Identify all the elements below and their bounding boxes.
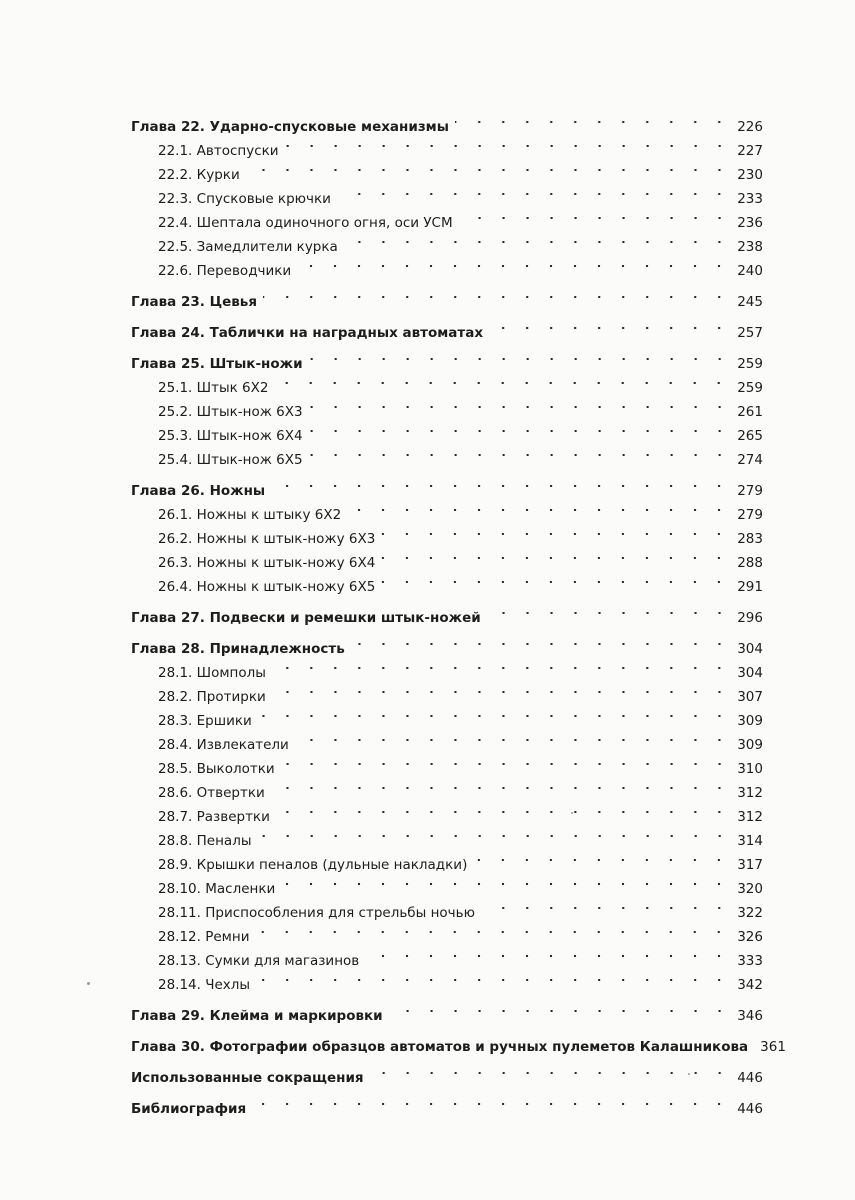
toc-entry-title: Библиография	[131, 1101, 247, 1117]
toc-entry-title: 28.11. Приспособления для стрельбы ночью	[158, 905, 475, 921]
toc-entry-title: Глава 30. Фотографии образцов автоматов и ручных пулеметов Калашникова	[131, 1039, 749, 1055]
toc-chapter-entry	[131, 595, 763, 626]
toc-entry-page-number: 320	[737, 881, 763, 897]
toc-entry-page-number: 261	[737, 404, 763, 420]
toc-entry-page-number: 296	[737, 610, 763, 626]
toc-entry-page-number: 333	[737, 953, 763, 969]
toc-entry-page-number: 446	[737, 1101, 763, 1117]
toc-entry-page-number: 226	[737, 119, 763, 135]
toc-entry-page-number: 322	[737, 905, 763, 921]
toc-entry-title: 28.5. Выколотки	[158, 761, 275, 777]
toc-entry-page-number: 309	[737, 713, 763, 729]
dot-leader	[337, 179, 731, 203]
toc-entry-page-number: 312	[737, 785, 763, 801]
toc-entry-title: 25.2. Штык-нож 6Х3	[158, 404, 303, 420]
dot-leader	[295, 725, 731, 749]
dot-leader	[271, 468, 731, 495]
scan-speck	[571, 812, 573, 814]
dot-leader	[347, 495, 731, 519]
toc-entry-title: 28.4. Извлекатели	[158, 737, 289, 753]
toc-chapter-entry	[131, 104, 763, 135]
dot-leader	[489, 310, 731, 337]
dot-leader	[309, 416, 732, 440]
toc-entry-title: 26.2. Ножны к штык-ножу 6Х3	[158, 531, 376, 547]
dot-leader	[297, 251, 731, 275]
toc-entry-page-number: 279	[737, 483, 763, 499]
toc-entry-title: Глава 25. Штык-ножи	[131, 356, 303, 372]
toc-entry-page-number: 233	[737, 191, 763, 207]
dot-leader	[281, 749, 732, 773]
toc-entry-page-number: 240	[737, 263, 763, 279]
toc-entry-page-number: 274	[737, 452, 763, 468]
toc-entry-title: 22.6. Переводчики	[158, 263, 292, 279]
toc-entry-title: 28.12. Ремни	[158, 929, 250, 945]
toc-entry-title: 28.7. Развертки	[158, 809, 270, 825]
dot-leader	[256, 965, 731, 989]
toc-entry-page-number: 259	[737, 356, 763, 372]
dot-leader	[309, 341, 732, 368]
dot-leader	[272, 677, 731, 701]
toc-entry-title: 22.5. Замедлители курка	[158, 239, 338, 255]
dot-leader	[365, 941, 731, 965]
toc-entry-page-number: 288	[737, 555, 763, 571]
toc-entry-title: 26.4. Ножны к штык-ножу 6Х5	[158, 579, 376, 595]
toc-entry-title: 28.10. Масленки	[158, 881, 276, 897]
toc-entry-title: 22.1. Автоспуски	[158, 143, 279, 159]
toc-entry-title: 28.1. Шомполы	[158, 665, 266, 681]
toc-entry-page-number: 227	[737, 143, 763, 159]
dot-leader	[276, 797, 731, 821]
toc-entry-page-number: 310	[737, 761, 763, 777]
dot-leader	[487, 595, 732, 622]
dot-leader	[455, 104, 731, 131]
dot-leader	[285, 131, 732, 155]
toc-entry-title: 26.3. Ножны к штык-ножу 6Х4	[158, 555, 376, 571]
toc-entry-title: 28.8. Пеналы	[158, 833, 252, 849]
toc-chapter-entry	[131, 279, 763, 310]
dot-leader	[252, 1086, 731, 1113]
dot-leader	[274, 368, 731, 392]
toc-entry-title: 22.4. Шептала одиночного огня, оси УСМ	[158, 215, 453, 231]
dot-leader	[381, 567, 731, 591]
toc-entry-title: 28.13. Сумки для магазинов	[158, 953, 360, 969]
toc-entry-title: 25.3. Штык-нож 6Х4	[158, 428, 303, 444]
dot-leader	[271, 773, 731, 797]
toc-entry-title: Глава 27. Подвески и ремешки штык-ножей	[131, 610, 481, 626]
toc-entry-title: Глава 24. Таблички на наградных автоматах	[131, 325, 484, 341]
toc-entry-page-number: 283	[737, 531, 763, 547]
dot-leader	[370, 1055, 732, 1082]
toc-chapter-entry	[131, 993, 763, 1024]
dot-leader	[272, 653, 731, 677]
toc-entry-page-number: 314	[737, 833, 763, 849]
toc-entry-page-number: 245	[737, 294, 763, 310]
toc-entry-page-number: 361	[760, 1039, 786, 1055]
dot-leader	[381, 543, 731, 567]
toc-entry-title: 22.3. Спусковые крючки	[158, 191, 331, 207]
dot-leader	[389, 993, 732, 1020]
toc-entry-page-number: 257	[737, 325, 763, 341]
toc-entry-page-number: 326	[737, 929, 763, 945]
toc-entry-page-number: 312	[737, 809, 763, 825]
toc-entry-page-number: 346	[737, 1008, 763, 1024]
toc-entry-page-number: 291	[737, 579, 763, 595]
toc-entry-title: Глава 23. Цевья	[131, 294, 257, 310]
toc-entry-title: 25.1. Штык 6Х2	[158, 380, 269, 396]
dot-leader	[255, 917, 731, 941]
dot-leader	[258, 701, 731, 725]
dot-leader	[263, 279, 731, 306]
toc-entry-page-number: 342	[737, 977, 763, 993]
toc-entry-title: 28.6. Отвертки	[158, 785, 265, 801]
toc-entry-page-number: 265	[737, 428, 763, 444]
dot-leader	[258, 821, 732, 845]
toc-chapter-entry	[131, 468, 763, 499]
dot-leader	[481, 893, 731, 917]
toc-entry-page-number: 279	[737, 507, 763, 523]
dot-leader	[309, 440, 732, 464]
toc-entry-title: 25.4. Штык-нож 6Х5	[158, 452, 303, 468]
table-of-contents	[131, 104, 786, 1117]
toc-entry-page-number: 236	[737, 215, 763, 231]
dot-leader	[309, 392, 732, 416]
toc-entry-title: 28.9. Крышки пеналов (дульные накладки)	[158, 857, 468, 873]
toc-entry-title: Использованные сокращения	[131, 1070, 364, 1086]
dot-leader	[381, 519, 731, 543]
toc-entry-title: Глава 28. Принадлежность	[131, 641, 345, 657]
toc-entry-page-number: 446	[737, 1070, 763, 1086]
toc-entry-page-number: 304	[737, 641, 763, 657]
dot-leader	[459, 203, 732, 227]
toc-entry-title: 26.1. Ножны к штыку 6Х2	[158, 507, 342, 523]
toc-entry-title: 28.2. Протирки	[158, 689, 266, 705]
toc-entry-title: 22.2. Курки	[158, 167, 240, 183]
toc-entry-page-number: 259	[737, 380, 763, 396]
scan-speck	[87, 982, 90, 985]
toc-entry-title: Глава 26. Ножны	[131, 483, 266, 499]
dot-leader	[281, 869, 731, 893]
toc-entry-page-number: 307	[737, 689, 763, 705]
dot-leader	[246, 155, 732, 179]
scan-speck	[688, 1073, 690, 1075]
dot-leader	[351, 626, 731, 653]
toc-entry-title: 28.14. Чехлы	[158, 977, 251, 993]
toc-entry-title: Глава 22. Ударно-спусковые механизмы	[131, 119, 449, 135]
dot-leader	[473, 845, 731, 869]
toc-entry-title: 28.3. Ершики	[158, 713, 252, 729]
toc-entry-page-number: 317	[737, 857, 763, 873]
dot-leader	[344, 227, 731, 251]
toc-entry-page-number: 309	[737, 737, 763, 753]
toc-entry-title: Глава 29. Клейма и маркировки	[131, 1008, 383, 1024]
toc-entry-page-number: 230	[737, 167, 763, 183]
toc-entry-page-number: 304	[737, 665, 763, 681]
toc-entry-page-number: 238	[737, 239, 763, 255]
